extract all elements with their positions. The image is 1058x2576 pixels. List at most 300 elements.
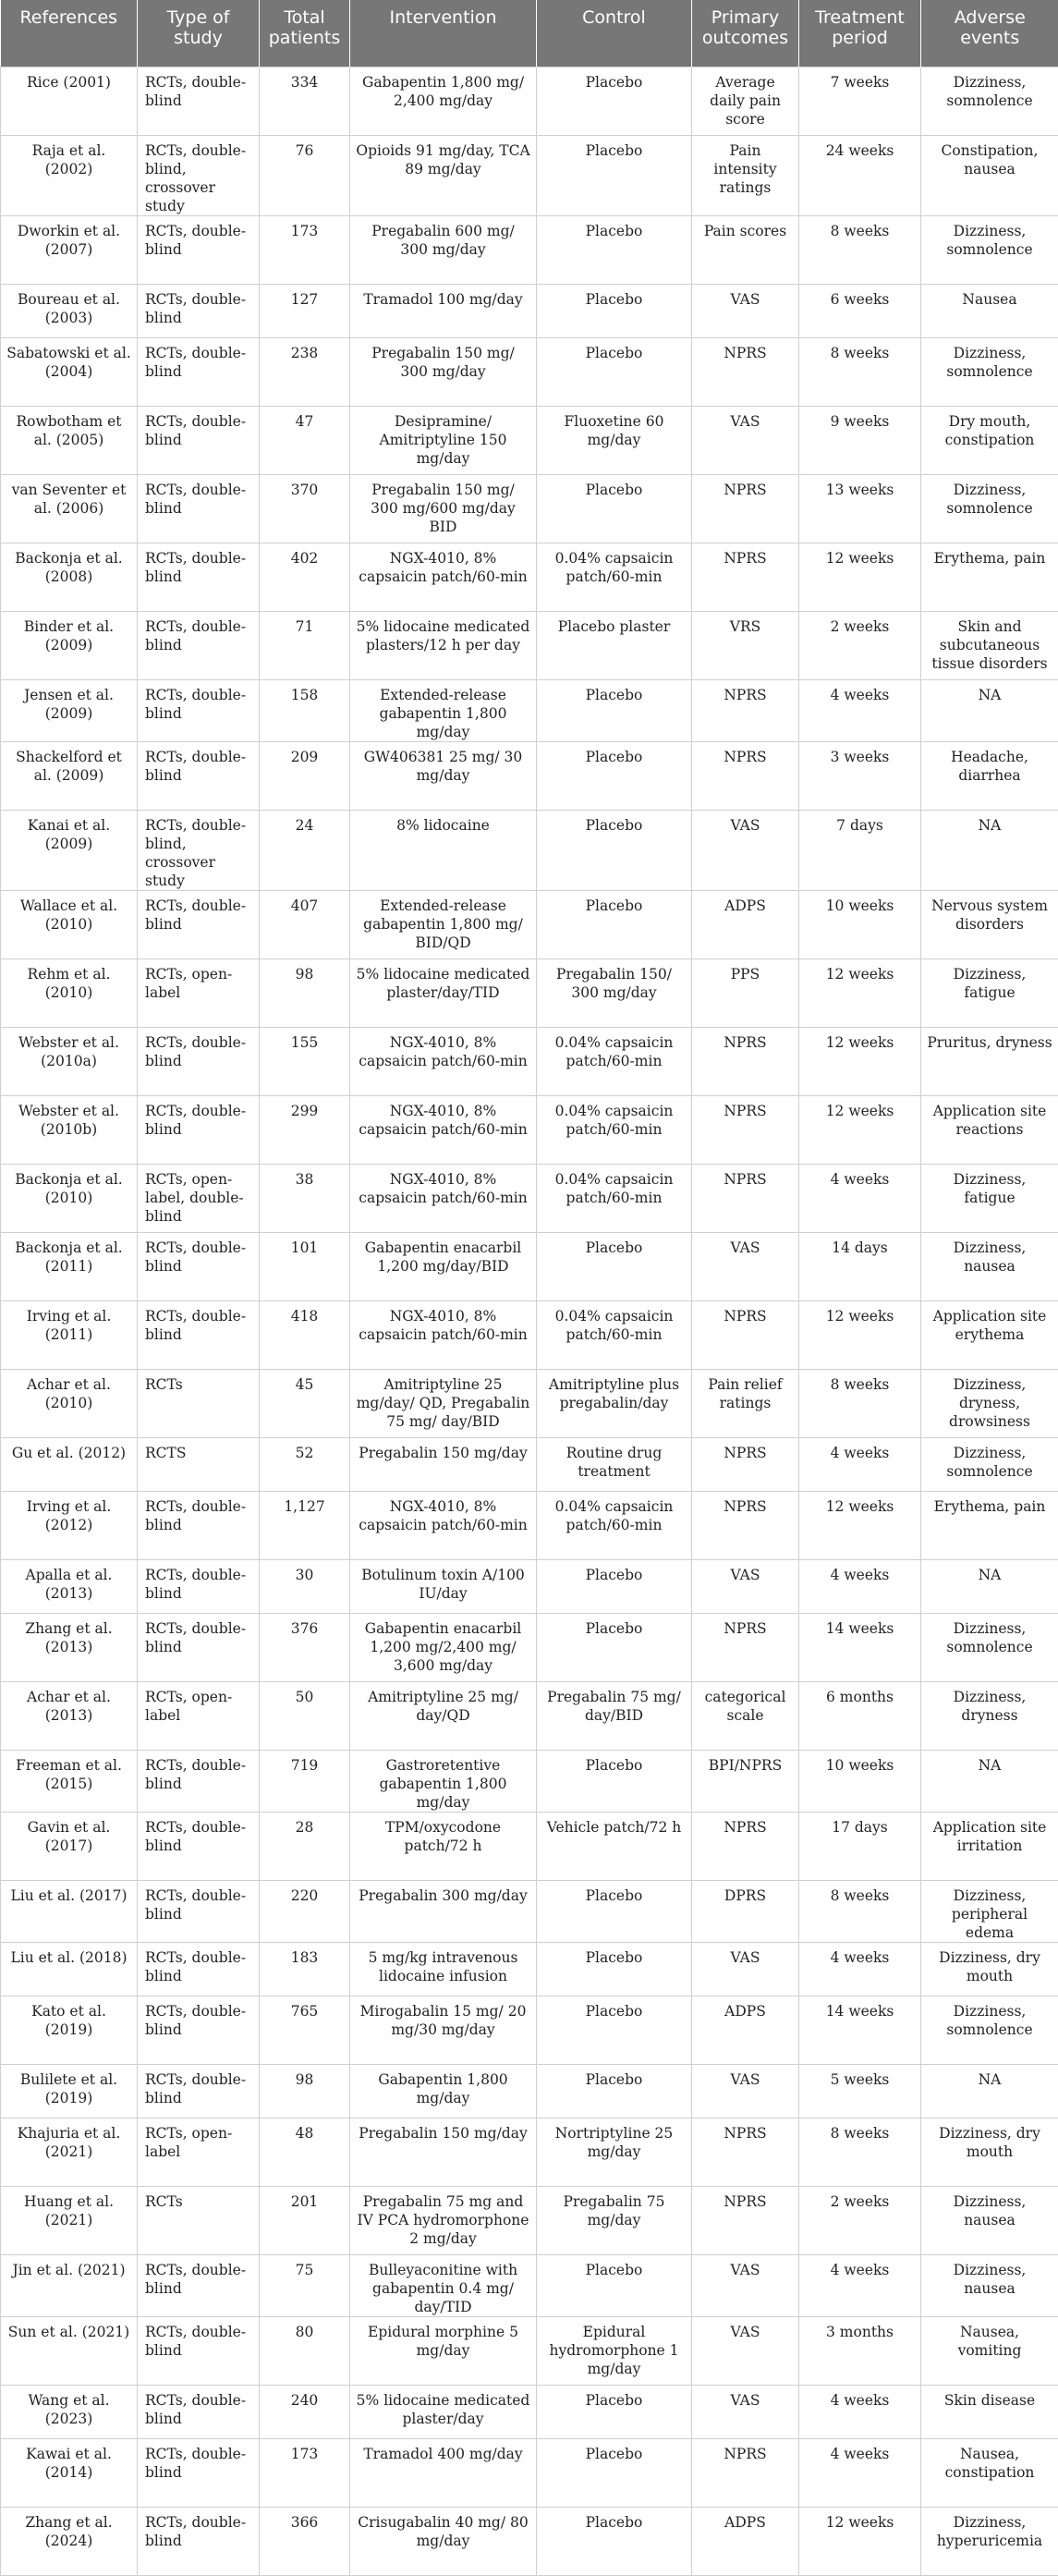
- cell-primary-outcomes: NPRS: [692, 742, 799, 811]
- cell-type-of-study: RCTs, double-blind: [138, 612, 260, 680]
- cell-treatment-period: 6 months: [799, 1682, 921, 1751]
- cell-intervention: 8% lidocaine: [350, 811, 537, 891]
- cell-adverse-events: Dry mouth, constipation: [921, 407, 1058, 475]
- cell-control: Placebo: [537, 67, 692, 136]
- cell-references: Gavin et al. (2017): [1, 1813, 138, 1881]
- table-row: [1, 2386, 1058, 2439]
- cell-treatment-period: 14 weeks: [799, 1996, 921, 2065]
- cell-type-of-study: RCTs, double-blind: [138, 2065, 260, 2118]
- cell-total-patients: 334: [260, 67, 350, 136]
- cell-references: Irving et al. (2011): [1, 1301, 138, 1370]
- cell-type-of-study: RCTS: [138, 1438, 260, 1492]
- cell-total-patients: 80: [260, 2317, 350, 2386]
- cell-references: Zhang et al. (2024): [1, 2508, 138, 2576]
- cell-total-patients: 418: [260, 1301, 350, 1370]
- cell-references: Jensen et al. (2009): [1, 680, 138, 742]
- table-row: [1, 338, 1058, 407]
- table-row: [1, 67, 1058, 136]
- cell-treatment-period: 5 weeks: [799, 2065, 921, 2118]
- cell-type-of-study: RCTs, double-blind: [138, 1096, 260, 1165]
- cell-references: Achar et al. (2010): [1, 1370, 138, 1438]
- cell-treatment-period: 13 weeks: [799, 475, 921, 543]
- cell-total-patients: 45: [260, 1370, 350, 1438]
- cell-adverse-events: Dizziness, somnolence: [921, 67, 1058, 136]
- table-row: [1, 1301, 1058, 1370]
- cell-type-of-study: RCTs, double-blind: [138, 407, 260, 475]
- cell-type-of-study: RCTs, double-blind: [138, 67, 260, 136]
- cell-treatment-period: 17 days: [799, 1813, 921, 1881]
- cell-type-of-study: RCTs, open-label: [138, 959, 260, 1028]
- cell-total-patients: 1,127: [260, 1492, 350, 1560]
- cell-total-patients: 719: [260, 1751, 350, 1813]
- cell-total-patients: 98: [260, 2065, 350, 2118]
- table-row: [1, 1028, 1058, 1096]
- cell-adverse-events: Nausea, constipation: [921, 2439, 1058, 2508]
- cell-adverse-events: Application site irritation: [921, 1813, 1058, 1881]
- cell-treatment-period: 7 days: [799, 811, 921, 891]
- cell-references: Backonja et al. (2010): [1, 1165, 138, 1233]
- column-header-treatment-period: Treatment period: [799, 0, 921, 67]
- cell-intervention: Tramadol 100 mg/day: [350, 285, 537, 338]
- table-row: [1, 2255, 1058, 2317]
- cell-control: Vehicle patch/72 h: [537, 1813, 692, 1881]
- cell-adverse-events: Nausea: [921, 285, 1058, 338]
- cell-total-patients: 402: [260, 543, 350, 612]
- table-header-row: [1, 0, 1058, 67]
- cell-control: Placebo: [537, 1233, 692, 1301]
- cell-primary-outcomes: NPRS: [692, 543, 799, 612]
- cell-adverse-events: Dizziness, fatigue: [921, 1165, 1058, 1233]
- cell-references: Huang et al. (2021): [1, 2187, 138, 2255]
- column-header-adverse-events: Adverse events: [921, 0, 1058, 67]
- cell-treatment-period: 8 weeks: [799, 2118, 921, 2187]
- cell-primary-outcomes: NPRS: [692, 680, 799, 742]
- cell-intervention: NGX-4010, 8% capsaicin patch/60-min: [350, 1165, 537, 1233]
- cell-primary-outcomes: NPRS: [692, 2118, 799, 2187]
- cell-control: Placebo: [537, 216, 692, 285]
- cell-type-of-study: RCTs, double-blind: [138, 2255, 260, 2317]
- cell-treatment-period: 4 weeks: [799, 1943, 921, 1996]
- cell-intervention: 5% lidocaine medicated plaster/day/TID: [350, 959, 537, 1028]
- cell-primary-outcomes: Pain intensity ratings: [692, 136, 799, 216]
- cell-references: Kawai et al. (2014): [1, 2439, 138, 2508]
- table-row: [1, 891, 1058, 959]
- cell-total-patients: 376: [260, 1614, 350, 1682]
- cell-intervention: Tramadol 400 mg/day: [350, 2439, 537, 2508]
- cell-adverse-events: Application site erythema: [921, 1301, 1058, 1370]
- cell-primary-outcomes: VAS: [692, 2386, 799, 2439]
- cell-references: Freeman et al. (2015): [1, 1751, 138, 1813]
- cell-treatment-period: 12 weeks: [799, 2508, 921, 2576]
- cell-control: Placebo: [537, 811, 692, 891]
- cell-total-patients: 47: [260, 407, 350, 475]
- cell-adverse-events: Headache, diarrhea: [921, 742, 1058, 811]
- cell-intervention: Gabapentin 1,800 mg/ 2,400 mg/day: [350, 67, 537, 136]
- cell-references: Wang et al. (2023): [1, 2386, 138, 2439]
- cell-adverse-events: Nausea, vomiting: [921, 2317, 1058, 2386]
- cell-intervention: NGX-4010, 8% capsaicin patch/60-min: [350, 543, 537, 612]
- cell-treatment-period: 4 weeks: [799, 1560, 921, 1614]
- table-body: [1, 67, 1058, 2576]
- cell-primary-outcomes: VAS: [692, 811, 799, 891]
- cell-references: Wallace et al. (2010): [1, 891, 138, 959]
- cell-intervention: Crisugabalin 40 mg/ 80 mg/day: [350, 2508, 537, 2576]
- table-row: [1, 475, 1058, 543]
- cell-references: Shackelford et al. (2009): [1, 742, 138, 811]
- cell-total-patients: 52: [260, 1438, 350, 1492]
- cell-primary-outcomes: VAS: [692, 1560, 799, 1614]
- table-row: [1, 811, 1058, 891]
- table-row: [1, 1492, 1058, 1560]
- cell-references: Jin et al. (2021): [1, 2255, 138, 2317]
- cell-references: Kanai et al. (2009): [1, 811, 138, 891]
- cell-adverse-events: Dizziness, somnolence: [921, 1438, 1058, 1492]
- cell-control: 0.04% capsaicin patch/60-min: [537, 1165, 692, 1233]
- cell-treatment-period: 8 weeks: [799, 216, 921, 285]
- table-row: [1, 2118, 1058, 2187]
- table-row: [1, 1751, 1058, 1813]
- cell-total-patients: 71: [260, 612, 350, 680]
- cell-control: Placebo: [537, 1560, 692, 1614]
- cell-intervention: Gabapentin 1,800 mg/day: [350, 2065, 537, 2118]
- cell-treatment-period: 7 weeks: [799, 67, 921, 136]
- cell-type-of-study: RCTs, double-blind: [138, 891, 260, 959]
- cell-control: Placebo: [537, 2255, 692, 2317]
- cell-treatment-period: 12 weeks: [799, 543, 921, 612]
- cell-type-of-study: RCTs, double-blind: [138, 1996, 260, 2065]
- cell-type-of-study: RCTs, double-blind: [138, 1813, 260, 1881]
- cell-control: Pregabalin 150/ 300 mg/day: [537, 959, 692, 1028]
- cell-total-patients: 98: [260, 959, 350, 1028]
- cell-primary-outcomes: NPRS: [692, 2187, 799, 2255]
- cell-primary-outcomes: VAS: [692, 2065, 799, 2118]
- cell-treatment-period: 3 months: [799, 2317, 921, 2386]
- table-row: [1, 1560, 1058, 1614]
- cell-treatment-period: 4 weeks: [799, 680, 921, 742]
- cell-control: Placebo: [537, 680, 692, 742]
- cell-primary-outcomes: VAS: [692, 2317, 799, 2386]
- cell-type-of-study: RCTs, double-blind: [138, 1560, 260, 1614]
- cell-control: Placebo: [537, 475, 692, 543]
- cell-adverse-events: Constipation, nausea: [921, 136, 1058, 216]
- cell-type-of-study: RCTs: [138, 1370, 260, 1438]
- cell-treatment-period: 8 weeks: [799, 338, 921, 407]
- cell-primary-outcomes: NPRS: [692, 1614, 799, 1682]
- cell-treatment-period: 12 weeks: [799, 1096, 921, 1165]
- table-row: [1, 742, 1058, 811]
- cell-treatment-period: 4 weeks: [799, 2255, 921, 2317]
- cell-total-patients: 75: [260, 2255, 350, 2317]
- cell-references: Webster et al. (2010a): [1, 1028, 138, 1096]
- cell-references: Sabatowski et al. (2004): [1, 338, 138, 407]
- cell-total-patients: 173: [260, 216, 350, 285]
- cell-total-patients: 28: [260, 1813, 350, 1881]
- cell-adverse-events: Dizziness, nausea: [921, 2255, 1058, 2317]
- cell-control: Nortriptyline 25 mg/day: [537, 2118, 692, 2187]
- cell-type-of-study: RCTs, double-blind: [138, 1233, 260, 1301]
- cell-primary-outcomes: Average daily pain score: [692, 67, 799, 136]
- cell-intervention: Pregabalin 150 mg/day: [350, 1438, 537, 1492]
- cell-primary-outcomes: NPRS: [692, 1492, 799, 1560]
- table-row: [1, 1996, 1058, 2065]
- cell-intervention: Opioids 91 mg/day, TCA 89 mg/day: [350, 136, 537, 216]
- cell-adverse-events: Skin disease: [921, 2386, 1058, 2439]
- table-row: [1, 612, 1058, 680]
- table-row: [1, 1813, 1058, 1881]
- cell-primary-outcomes: NPRS: [692, 1438, 799, 1492]
- table-row: [1, 2065, 1058, 2118]
- cell-control: Placebo: [537, 1881, 692, 1943]
- cell-type-of-study: RCTs, double-blind: [138, 1881, 260, 1943]
- table-row: [1, 2508, 1058, 2576]
- cell-control: Placebo: [537, 2386, 692, 2439]
- cell-type-of-study: RCTs, double-blind, crossover study: [138, 136, 260, 216]
- cell-control: Placebo: [537, 1943, 692, 1996]
- cell-total-patients: 765: [260, 1996, 350, 2065]
- cell-control: Placebo: [537, 1614, 692, 1682]
- cell-references: van Seventer et al. (2006): [1, 475, 138, 543]
- cell-type-of-study: RCTs, open-label: [138, 1682, 260, 1751]
- table-row: [1, 1096, 1058, 1165]
- cell-type-of-study: RCTs, double-blind: [138, 338, 260, 407]
- table-row: [1, 1438, 1058, 1492]
- cell-control: 0.04% capsaicin patch/60-min: [537, 1028, 692, 1096]
- cell-adverse-events: Dizziness, dry mouth: [921, 2118, 1058, 2187]
- cell-references: Backonja et al. (2011): [1, 1233, 138, 1301]
- table-row: [1, 959, 1058, 1028]
- cell-intervention: Botulinum toxin A/100 IU/day: [350, 1560, 537, 1614]
- cell-adverse-events: Dizziness, fatigue: [921, 959, 1058, 1028]
- cell-adverse-events: NA: [921, 1560, 1058, 1614]
- cell-intervention: Extended-release gabapentin 1,800 mg/ BID/QD: [350, 891, 537, 959]
- cell-total-patients: 48: [260, 2118, 350, 2187]
- cell-references: Kato et al. (2019): [1, 1996, 138, 2065]
- cell-primary-outcomes: BPI/NPRS: [692, 1751, 799, 1813]
- cell-intervention: NGX-4010, 8% capsaicin patch/60-min: [350, 1301, 537, 1370]
- cell-primary-outcomes: ADPS: [692, 1996, 799, 2065]
- cell-type-of-study: RCTs, open-label, double-blind: [138, 1165, 260, 1233]
- cell-adverse-events: NA: [921, 2065, 1058, 2118]
- cell-control: Epidural hydromorphone 1 mg/day: [537, 2317, 692, 2386]
- cell-total-patients: 366: [260, 2508, 350, 2576]
- cell-references: Boureau et al. (2003): [1, 285, 138, 338]
- cell-intervention: NGX-4010, 8% capsaicin patch/60-min: [350, 1028, 537, 1096]
- cell-type-of-study: RCTs, double-blind: [138, 1492, 260, 1560]
- cell-intervention: Pregabalin 150 mg/ 300 mg/day: [350, 338, 537, 407]
- cell-references: Gu et al. (2012): [1, 1438, 138, 1492]
- cell-primary-outcomes: VAS: [692, 285, 799, 338]
- cell-control: Placebo plaster: [537, 612, 692, 680]
- table-row: [1, 1370, 1058, 1438]
- cell-references: Raja et al. (2002): [1, 136, 138, 216]
- cell-primary-outcomes: VAS: [692, 1943, 799, 1996]
- cell-type-of-study: RCTs, double-blind: [138, 2439, 260, 2508]
- cell-primary-outcomes: VAS: [692, 1233, 799, 1301]
- cell-type-of-study: RCTs, double-blind: [138, 1614, 260, 1682]
- cell-references: Rice (2001): [1, 67, 138, 136]
- table-row: [1, 680, 1058, 742]
- cell-intervention: 5 mg/kg intravenous lidocaine infusion: [350, 1943, 537, 1996]
- cell-adverse-events: Erythema, pain: [921, 543, 1058, 612]
- cell-control: Placebo: [537, 2065, 692, 2118]
- cell-control: Placebo: [537, 1996, 692, 2065]
- table-row: [1, 136, 1058, 216]
- cell-type-of-study: RCTs, double-blind: [138, 1028, 260, 1096]
- cell-adverse-events: NA: [921, 1751, 1058, 1813]
- cell-control: 0.04% capsaicin patch/60-min: [537, 1096, 692, 1165]
- cell-treatment-period: 6 weeks: [799, 285, 921, 338]
- cell-control: Placebo: [537, 742, 692, 811]
- cell-primary-outcomes: DPRS: [692, 1881, 799, 1943]
- cell-type-of-study: RCTs, double-blind: [138, 1751, 260, 1813]
- cell-primary-outcomes: NPRS: [692, 475, 799, 543]
- column-header-intervention: Intervention: [350, 0, 537, 67]
- cell-adverse-events: Dizziness, somnolence: [921, 216, 1058, 285]
- cell-primary-outcomes: Pain relief ratings: [692, 1370, 799, 1438]
- table-row: [1, 1881, 1058, 1943]
- cell-references: Achar et al. (2013): [1, 1682, 138, 1751]
- cell-intervention: NGX-4010, 8% capsaicin patch/60-min: [350, 1492, 537, 1560]
- cell-treatment-period: 8 weeks: [799, 1881, 921, 1943]
- cell-adverse-events: Dizziness, somnolence: [921, 475, 1058, 543]
- cell-adverse-events: Dizziness, peripheral edema: [921, 1881, 1058, 1943]
- cell-type-of-study: RCTs, double-blind: [138, 216, 260, 285]
- cell-type-of-study: RCTs, double-blind: [138, 543, 260, 612]
- cell-references: Apalla et al. (2013): [1, 1560, 138, 1614]
- cell-total-patients: 155: [260, 1028, 350, 1096]
- cell-primary-outcomes: NPRS: [692, 1096, 799, 1165]
- cell-adverse-events: Dizziness, somnolence: [921, 338, 1058, 407]
- cell-total-patients: 407: [260, 891, 350, 959]
- table-row: [1, 2187, 1058, 2255]
- cell-primary-outcomes: NPRS: [692, 2439, 799, 2508]
- column-header-references: References: [1, 0, 138, 67]
- cell-control: 0.04% capsaicin patch/60-min: [537, 543, 692, 612]
- cell-control: Fluoxetine 60 mg/day: [537, 407, 692, 475]
- cell-references: Irving et al. (2012): [1, 1492, 138, 1560]
- table-row: [1, 2317, 1058, 2386]
- cell-control: Placebo: [537, 1751, 692, 1813]
- cell-treatment-period: 4 weeks: [799, 1438, 921, 1492]
- cell-intervention: NGX-4010, 8% capsaicin patch/60-min: [350, 1096, 537, 1165]
- cell-total-patients: 24: [260, 811, 350, 891]
- cell-control: Placebo: [537, 285, 692, 338]
- cell-total-patients: 299: [260, 1096, 350, 1165]
- cell-treatment-period: 14 days: [799, 1233, 921, 1301]
- cell-adverse-events: NA: [921, 811, 1058, 891]
- cell-total-patients: 50: [260, 1682, 350, 1751]
- cell-control: Pregabalin 75 mg/day: [537, 2187, 692, 2255]
- table-row: [1, 1614, 1058, 1682]
- cell-references: Rehm et al. (2010): [1, 959, 138, 1028]
- cell-primary-outcomes: ADPS: [692, 891, 799, 959]
- cell-intervention: Pregabalin 150 mg/ 300 mg/600 mg/day BID: [350, 475, 537, 543]
- cell-type-of-study: RCTs, open-label: [138, 2118, 260, 2187]
- cell-treatment-period: 12 weeks: [799, 1492, 921, 1560]
- cell-control: 0.04% capsaicin patch/60-min: [537, 1301, 692, 1370]
- cell-total-patients: 76: [260, 136, 350, 216]
- cell-type-of-study: RCTs, double-blind: [138, 2508, 260, 2576]
- column-header-total-patients: Total patients: [260, 0, 350, 67]
- cell-intervention: Gastroretentive gabapentin 1,800 mg/day: [350, 1751, 537, 1813]
- cell-control: Placebo: [537, 338, 692, 407]
- cell-intervention: 5% lidocaine medicated plaster/day: [350, 2386, 537, 2439]
- table-row: [1, 1165, 1058, 1233]
- cell-adverse-events: Nervous system disorders: [921, 891, 1058, 959]
- cell-references: Sun et al. (2021): [1, 2317, 138, 2386]
- cell-primary-outcomes: NPRS: [692, 1813, 799, 1881]
- cell-treatment-period: 24 weeks: [799, 136, 921, 216]
- table-row: [1, 407, 1058, 475]
- cell-references: Khajuria et al. (2021): [1, 2118, 138, 2187]
- cell-intervention: Bulleyaconitine with gabapentin 0.4 mg/ day/TID: [350, 2255, 537, 2317]
- cell-primary-outcomes: NPRS: [692, 1165, 799, 1233]
- cell-intervention: TPM/oxycodone patch/72 h: [350, 1813, 537, 1881]
- cell-type-of-study: RCTs, double-blind: [138, 2317, 260, 2386]
- table-row: [1, 543, 1058, 612]
- cell-intervention: Pregabalin 600 mg/ 300 mg/day: [350, 216, 537, 285]
- cell-adverse-events: Erythema, pain: [921, 1492, 1058, 1560]
- cell-primary-outcomes: ADPS: [692, 2508, 799, 2576]
- cell-treatment-period: 12 weeks: [799, 959, 921, 1028]
- cell-total-patients: 101: [260, 1233, 350, 1301]
- cell-treatment-period: 8 weeks: [799, 1370, 921, 1438]
- cell-primary-outcomes: Pain scores: [692, 216, 799, 285]
- cell-total-patients: 209: [260, 742, 350, 811]
- cell-total-patients: 370: [260, 475, 350, 543]
- cell-intervention: Mirogabalin 15 mg/ 20 mg/30 mg/day: [350, 1996, 537, 2065]
- cell-type-of-study: RCTs: [138, 2187, 260, 2255]
- cell-references: Dworkin et al. (2007): [1, 216, 138, 285]
- cell-type-of-study: RCTs, double-blind: [138, 285, 260, 338]
- cell-treatment-period: 10 weeks: [799, 891, 921, 959]
- cell-treatment-period: 10 weeks: [799, 1751, 921, 1813]
- cell-intervention: Gabapentin enacarbil 1,200 mg/day/BID: [350, 1233, 537, 1301]
- cell-type-of-study: RCTs, double-blind: [138, 680, 260, 742]
- cell-total-patients: 201: [260, 2187, 350, 2255]
- cell-adverse-events: Application site reactions: [921, 1096, 1058, 1165]
- cell-references: Liu et al. (2018): [1, 1943, 138, 1996]
- cell-treatment-period: 2 weeks: [799, 612, 921, 680]
- cell-control: Placebo: [537, 136, 692, 216]
- cell-adverse-events: Dizziness, dryness, drowsiness: [921, 1370, 1058, 1438]
- cell-references: Bulilete et al. (2019): [1, 2065, 138, 2118]
- cell-type-of-study: RCTs, double-blind: [138, 742, 260, 811]
- cell-intervention: 5% lidocaine medicated plasters/12 h per day: [350, 612, 537, 680]
- cell-treatment-period: 4 weeks: [799, 2439, 921, 2508]
- cell-primary-outcomes: NPRS: [692, 1028, 799, 1096]
- cell-adverse-events: Dizziness, somnolence: [921, 1996, 1058, 2065]
- cell-adverse-events: Dizziness, dry mouth: [921, 1943, 1058, 1996]
- cell-treatment-period: 4 weeks: [799, 2386, 921, 2439]
- cell-adverse-events: Dizziness, hyperuricemia: [921, 2508, 1058, 2576]
- cell-primary-outcomes: PPS: [692, 959, 799, 1028]
- cell-primary-outcomes: VAS: [692, 407, 799, 475]
- cell-references: Liu et al. (2017): [1, 1881, 138, 1943]
- cell-adverse-events: Dizziness, dryness: [921, 1682, 1058, 1751]
- cell-intervention: Amitriptyline 25 mg/day/ QD, Pregabalin 75 mg/ day/BID: [350, 1370, 537, 1438]
- cell-total-patients: 238: [260, 338, 350, 407]
- cell-treatment-period: 12 weeks: [799, 1028, 921, 1096]
- cell-total-patients: 38: [260, 1165, 350, 1233]
- cell-treatment-period: 2 weeks: [799, 2187, 921, 2255]
- cell-control: Pregabalin 75 mg/ day/BID: [537, 1682, 692, 1751]
- cell-primary-outcomes: NPRS: [692, 1301, 799, 1370]
- cell-control: Placebo: [537, 891, 692, 959]
- table-row: [1, 1682, 1058, 1751]
- cell-total-patients: 173: [260, 2439, 350, 2508]
- column-header-control: Control: [537, 0, 692, 67]
